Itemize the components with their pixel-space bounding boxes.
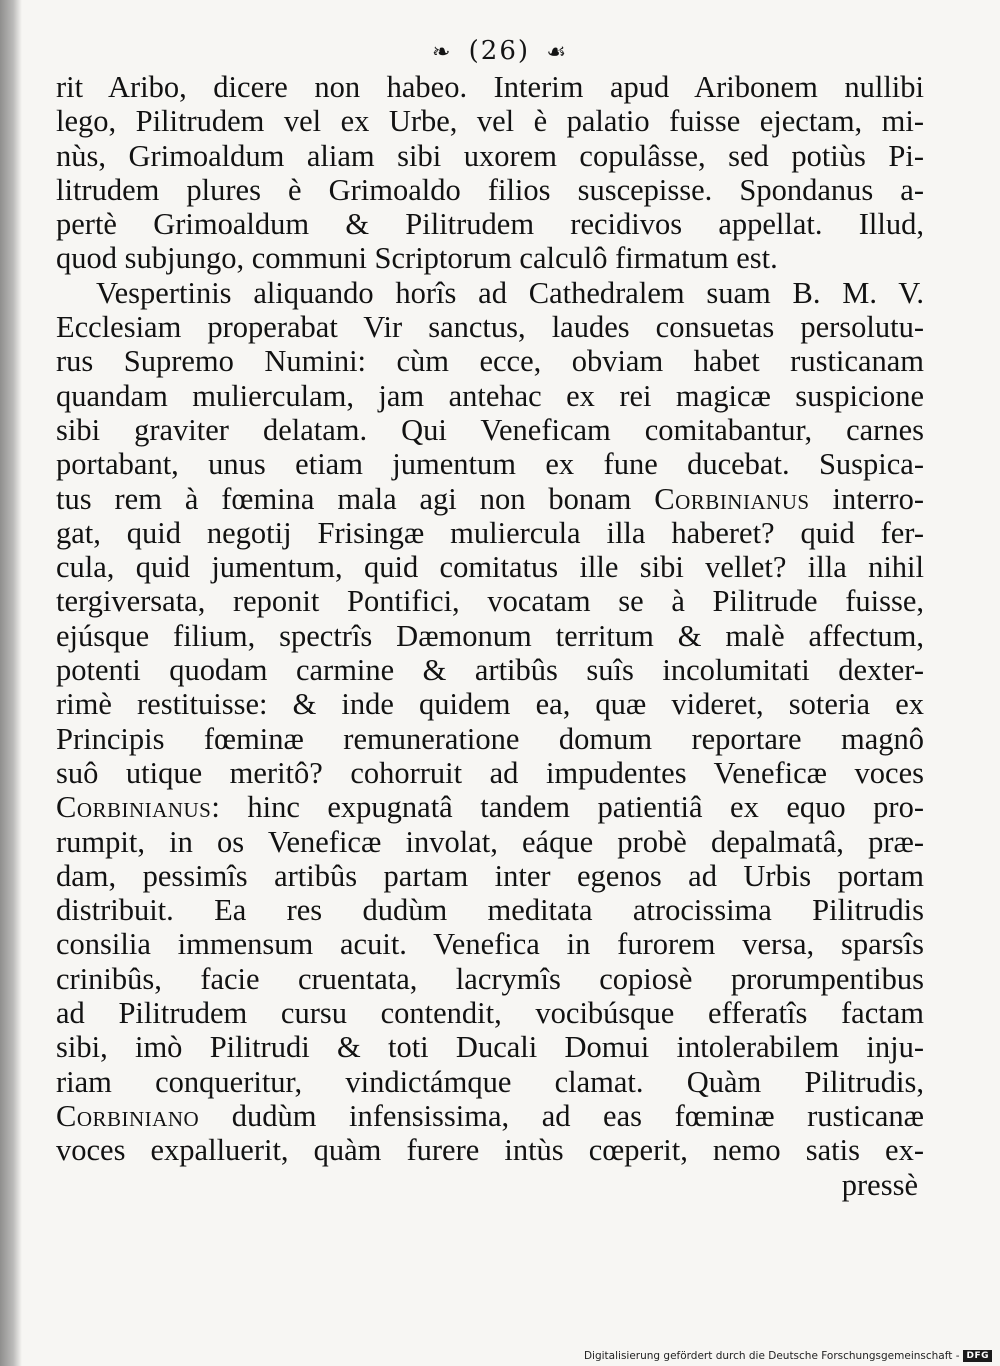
text-line <box>56 344 924 378</box>
text-segment: rus Supremo Numini: cùm ecce, obviam habet rusticanam <box>56 344 924 379</box>
text-segment: rumpit, in os Veneficæ involat, eáque probè depalmatâ, præ- <box>56 824 924 859</box>
text-line <box>56 139 924 173</box>
text-line <box>56 516 924 550</box>
text-line <box>56 70 924 104</box>
left-ornament-icon: ❧ <box>431 40 453 65</box>
text-segment: suô utique meritô? cohorruit ad impudentes Veneficæ voces <box>56 755 924 790</box>
text-segment: rit Aribo, dicere non habeo. Interim apud Aribonem nullibi <box>56 70 924 104</box>
text-line <box>56 276 924 310</box>
text-line <box>56 653 924 687</box>
text-line <box>56 550 924 584</box>
text-segment: ad Pilitrudem cursu contendit, vocibúsque efferatîs factam <box>56 996 924 1031</box>
right-ornament-icon: ☙ <box>546 40 569 65</box>
text-segment: interro- <box>809 481 924 516</box>
text-line <box>56 241 924 275</box>
text-segment: cula, quid jumentum, quid comitatus ille sibi vellet? illa nihil <box>56 550 924 585</box>
text-segment: ejúsque filium, spectrîs Dæmonum territum & malè affectum, <box>56 618 924 653</box>
text-line <box>56 962 924 996</box>
text-line <box>56 927 924 961</box>
text-segment: Principis fœminæ remuneratione domum reportare magnô <box>56 721 924 756</box>
text-line <box>56 756 924 790</box>
small-caps-name: Corbiniano <box>56 1098 200 1133</box>
text-segment: Ecclesiam properabat Vir sanctus, laudes consuetas persolutu- <box>56 310 924 345</box>
text-segment: lego, Pilitrudem vel ex Urbe, vel è palatio fuisse ejectam, mi- <box>56 104 924 139</box>
text-segment: litrudem plures è Grimoaldo filios suscepisse. Spondanus a- <box>56 172 924 207</box>
text-line <box>56 207 924 241</box>
text-segment: pertè Grimoaldum & Pilitrudem recidivos appellat. Illud, <box>56 207 924 242</box>
text-segment: dudùm infensissima, ad eas fœminæ rusticanæ <box>199 1098 924 1133</box>
text-segment: voces expalluerit, quàm furere intùs cœperit, nemo satis ex- <box>56 1133 924 1168</box>
text-segment: gat, quid negotij Frisingæ muliercula illa haberet? quid fer- <box>56 515 924 550</box>
text-line <box>56 893 924 927</box>
text-line <box>56 722 924 756</box>
text-line <box>56 619 924 653</box>
text-line <box>56 413 924 447</box>
text-segment: consilia immensum acuit. Venefica in furorem versa, sparsîs <box>56 927 924 962</box>
text-segment: tergiversata, reponit Pontifici, vocatam se à Pilitrude fuisse, <box>56 584 924 619</box>
text-line <box>56 1099 924 1133</box>
small-caps-name: Corbinianus <box>654 481 810 516</box>
text-line <box>56 996 924 1030</box>
text-line <box>56 825 924 859</box>
text-segment: dam, pessimîs artibûs partam inter egenos ad Urbis portam <box>56 858 924 893</box>
text-line <box>56 173 924 207</box>
text-line <box>56 584 924 618</box>
text-segment: quandam mulierculam, jam antehac ex rei magicæ suspicione <box>56 378 924 413</box>
text-line <box>56 447 924 481</box>
footer-text: Digitalisierung gefördert durch die Deutsche Forschungsgemeinschaft - <box>583 1350 960 1362</box>
text-segment: potenti quodam carmine & artibûs suîs incolumitati dexter- <box>56 653 924 688</box>
text-line <box>56 104 924 138</box>
text-line <box>56 1168 924 1202</box>
text-segment: quod subjungo, communi Scriptorum calculô firmatum est. <box>56 241 778 276</box>
text-segment: portabant, unus etiam jumentum ex fune ducebat. Suspica- <box>56 447 924 482</box>
text-segment: nùs, Grimoaldum aliam sibi uxorem copulâsse, sed potiùs Pi- <box>56 138 924 173</box>
text-segment: : hinc expugnatâ tandem patientiâ ex equo pro- <box>211 790 924 825</box>
text-segment: Vespertinis aliquando horîs ad Cathedralem suam B. M. V. <box>96 275 924 310</box>
page-header <box>0 36 1000 66</box>
text-line <box>56 310 924 344</box>
text-segment: sibi, imò Pilitrudi & toti Ducali Domui intolerabilem inju- <box>56 1030 924 1065</box>
scan-shadow-edge <box>0 0 22 1366</box>
page-number: 26 <box>480 36 518 66</box>
text-line <box>56 1133 924 1167</box>
text-line <box>56 790 924 824</box>
page-number-close: ) <box>517 36 531 66</box>
text-segment: distribuit. Ea res dudùm meditata atrocissima Pilitrudis <box>56 893 924 928</box>
text-line <box>56 1065 924 1099</box>
text-segment: rimè restituisse: & inde quidem ea, quæ videret, soteria ex <box>56 687 924 722</box>
text-line <box>56 687 924 721</box>
text-line <box>56 482 924 516</box>
text-segment: tus rem à fœmina mala agi non bonam <box>56 481 655 516</box>
dfg-logo-icon: DFG <box>963 1350 992 1362</box>
text-segment: riam conqueritur, vindictámque clamat. Quàm Pilitrudis, <box>56 1064 924 1099</box>
text-line <box>56 379 924 413</box>
text-segment: pressè <box>841 1167 918 1202</box>
page-body-text <box>56 70 924 1202</box>
small-caps-name: Corbinianus <box>56 790 212 825</box>
text-line <box>56 859 924 893</box>
page-number-open: ( <box>468 36 481 66</box>
text-segment: crinibûs, facie cruentata, lacrymîs copiosè prorumpentibus <box>56 961 924 996</box>
digitization-footer <box>584 1350 992 1362</box>
text-line <box>56 1030 924 1064</box>
text-segment: sibi graviter delatam. Qui Veneficam comitabantur, carnes <box>56 412 924 447</box>
